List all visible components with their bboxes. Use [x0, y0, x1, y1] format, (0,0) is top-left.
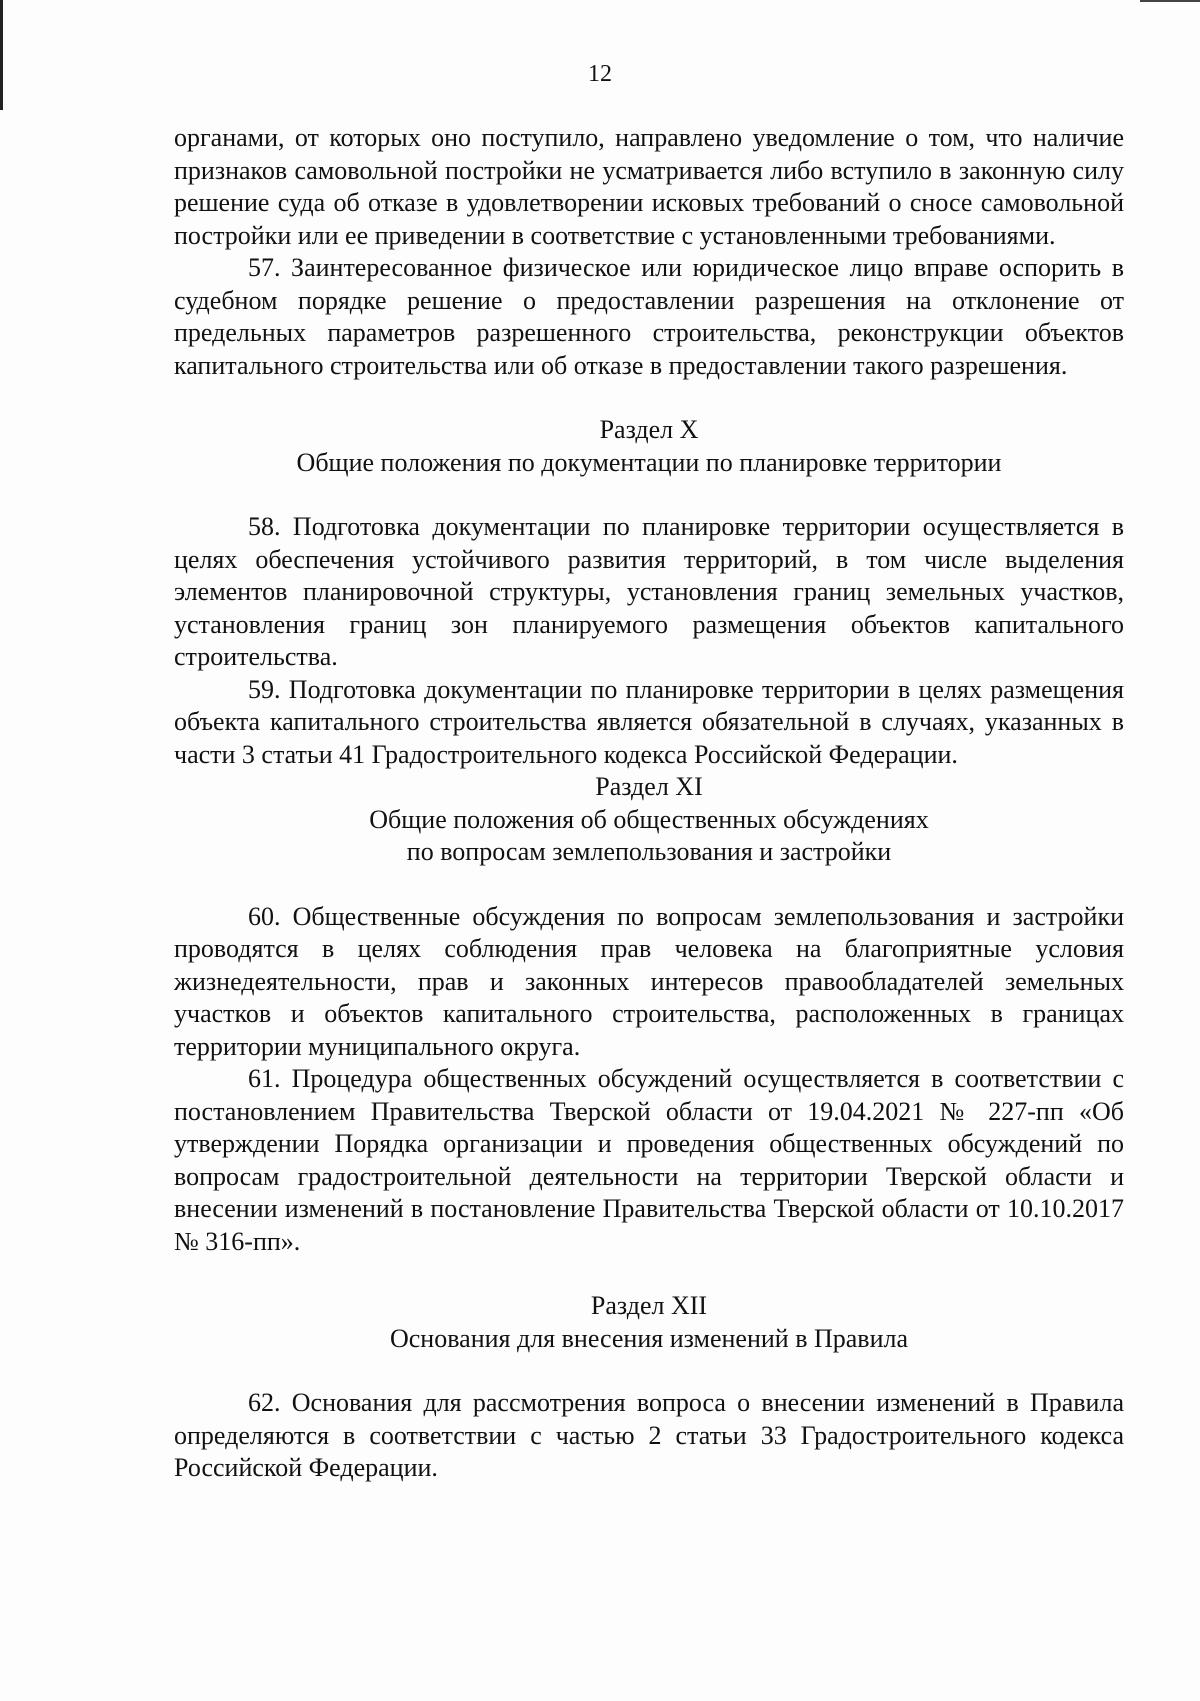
paragraph-57: 57. Заинтересованное физическое или юридическое лицо вправе оспорить в судебном порядке решение о предоставлении разрешения на отклонение от предельных параметров разрешенного строительства, реконструкции объектов капитального строительства или об отказе в предоставлении такого разрешения.	[174, 253, 1124, 380]
section-x-title: Раздел X	[599, 415, 699, 444]
section-xi-subtitle-line1: Общие положения об общественных обсуждениях	[369, 804, 929, 834]
paragraph-58: 58. Подготовка документации по планировке территории осуществляется в целях обеспечения устойчивого развития территорий, в том числе выделения элементов планировочной структуры, установления границ земельных участков, установления границ зон планируемого размещения объектов капитального строительства.	[174, 512, 1124, 671]
scan-edge-mark	[0, 0, 3, 110]
section-xii-title: Раздел XII	[590, 1291, 708, 1320]
section-x-subtitle: Общие положения по документации по планировке территории	[296, 447, 1002, 477]
page-number: 12	[588, 61, 612, 87]
paragraph-61: 61. Процедура общественных обсуждений осуществляется в соответствии с постановлением Правительства Тверской области от 19.04.2021 № 227-пп «Об утверждении Порядка организации и проведения общественных обсуждений по вопросам градостроительной деятельности на территории Тверской области и внесении изменений в постановление Правительства Тверской области от 10.10.2017 № 316-пп».	[174, 1064, 1124, 1256]
paragraph-60: 60. Общественные обсуждения по вопросам землепользования и застройки проводятся в целях соблюдения прав человека на благоприятные условия жизнедеятельности, прав и законных интересов правообладателей земельных участков и объектов капитального строительства, расположенных в границах территории муниципального округа.	[174, 901, 1124, 1061]
section-xi-subtitle-line2: по вопросам землепользования и застройки	[406, 837, 892, 866]
section-xi-title: Раздел XI	[595, 772, 703, 801]
section-xii-subtitle: Основания для внесения изменений в Правила	[389, 1323, 909, 1353]
scan-edge-mark-top	[1140, 0, 1200, 2]
paragraph-59: 59. Подготовка документации по планировке территории в целях размещения объекта капитального строительства является обязательной в случаях, указанных в части 3 статьи 41 Градостроительного кодекса Российской Федерации.	[174, 674, 1124, 769]
paragraph-62: 62. Основания для рассмотрения вопроса о внесении изменений в Правила определяются в соответствии с частью 2 статьи 33 Градостроительного кодекса Российской Федерации.	[174, 1388, 1124, 1482]
paragraph-continuation: органами, от которых оно поступило, направлено уведомление о том, что наличие признаков самовольной постройки не усматривается либо вступило в законную силу решение суда об отказе в удовлетворении исковых требований о сносе самовольной постройки или ее приведении в соответствие с установленными требованиями.	[174, 123, 1124, 250]
document-body	[174, 122, 1124, 1485]
